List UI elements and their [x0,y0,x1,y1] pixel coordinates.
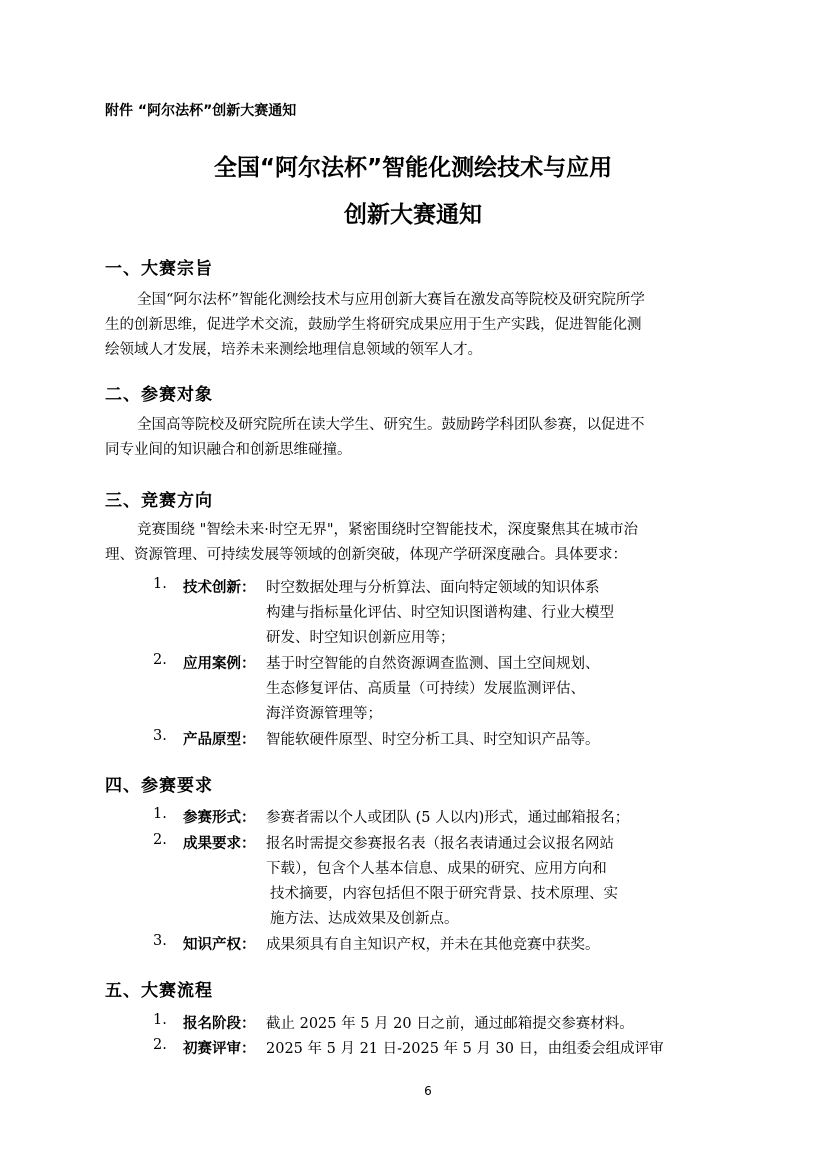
list-item-label: 知识产权： [183,937,256,953]
list-item-label: 应用案例： [183,656,256,672]
list-item-number: 2. [153,1037,167,1053]
attachment-header: 附件 “阿尔法杯”创新大赛通知 [105,103,297,119]
list-item-text: 生态修复评估、高质量（可持续）发展监测评估、 [266,681,585,697]
list-item-text: 海洋资源管理等； [266,706,382,722]
list-item-text: 施方法、达成效果及创新点。 [270,911,459,927]
list-item-text: 基于时空智能的自然资源调查监测、国土空间规划、 [266,656,600,672]
list-item-text: 成果须具有自主知识产权，并未在其他竞赛中获奖。 [266,937,600,953]
list-item-text: 时空数据处理与分析算法、面向特定领域的知识体系 [266,580,600,596]
list-item-number: 1. [153,576,167,592]
paragraph-line: 全国“阿尔法杯”智能化测绘技术与应用创新大赛旨在激发高等院校及研究院所学 [137,292,645,308]
document-title-line2: 创新大赛通知 [344,202,482,228]
list-item-text: 截止 2025 年 5 月 20 日之前，通过邮箱提交参赛材料。 [266,1016,634,1032]
paragraph-line: 竞赛围绕 "智绘未来·时空无界"，紧密围绕时空智能技术，深度聚焦其在城市治 [137,522,639,538]
paragraph-line: 全国高等院校及研究院所在读大学生、研究生。鼓励跨学科团队参赛，以促进不 [137,417,645,433]
list-item-number: 1. [153,1012,167,1028]
list-item-number: 1. [153,806,167,822]
list-item-text: 技术摘要，内容包括但不限于研究背景、技术原理、实 [270,886,618,902]
document-title-line1: 全国“阿尔法杯”智能化测绘技术与应用 [213,155,613,181]
section-heading-process: 五、大赛流程 [105,981,213,1001]
list-item-text: 参赛者需以个人或团队 (5 人以内)形式，通过邮箱报名； [266,810,630,826]
page-number: 6 [424,1084,432,1098]
list-item-number: 3. [153,933,167,949]
list-item-number: 2. [153,832,167,848]
list-item-label: 报名阶段： [183,1016,256,1032]
list-item-text: 研发、时空知识创新应用等； [266,630,455,646]
paragraph-line: 生的创新思维，促进学术交流，鼓励学生将研究成果应用于生产实践，促进智能化测 [105,317,642,333]
section-heading-requirements: 四、参赛要求 [105,776,213,796]
paragraph-line: 绘领域人才发展，培养未来测绘地理信息领域的领军人才。 [105,342,482,358]
list-item-label: 参赛形式： [183,810,256,826]
list-item-number: 2. [153,652,167,668]
list-item-label: 产品原型： [183,732,256,748]
section-heading-participants: 二、参赛对象 [105,385,213,405]
list-item-text: 智能软硬件原型、时空分析工具、时空知识产品等。 [266,732,600,748]
list-item-label: 技术创新： [183,580,256,596]
list-item-text: 2025 年 5 月 21 日-2025 年 5 月 30 日，由组委会组成评审 [266,1041,664,1057]
paragraph-line: 理、资源管理、可持续发展等领域的创新突破，体现产学研深度融合。具体要求： [105,547,627,563]
list-item-text: 报名时需提交参赛报名表（报名表请通过会议报名网站 [266,836,614,852]
section-heading-directions: 三、竞赛方向 [105,491,213,511]
list-item-label: 初赛评审： [183,1041,256,1057]
list-item-number: 3. [153,728,167,744]
list-item-text: 构建与指标量化评估、时空知识图谱构建、行业大模型 [266,605,614,621]
paragraph-line: 同专业间的知识融合和创新思维碰撞。 [105,442,352,458]
list-item-text: 下载），包含个人基本信息、成果的研究、应用方向和 [266,861,607,877]
list-item-label: 成果要求： [183,836,256,852]
section-heading-purpose: 一、大赛宗旨 [105,259,213,279]
